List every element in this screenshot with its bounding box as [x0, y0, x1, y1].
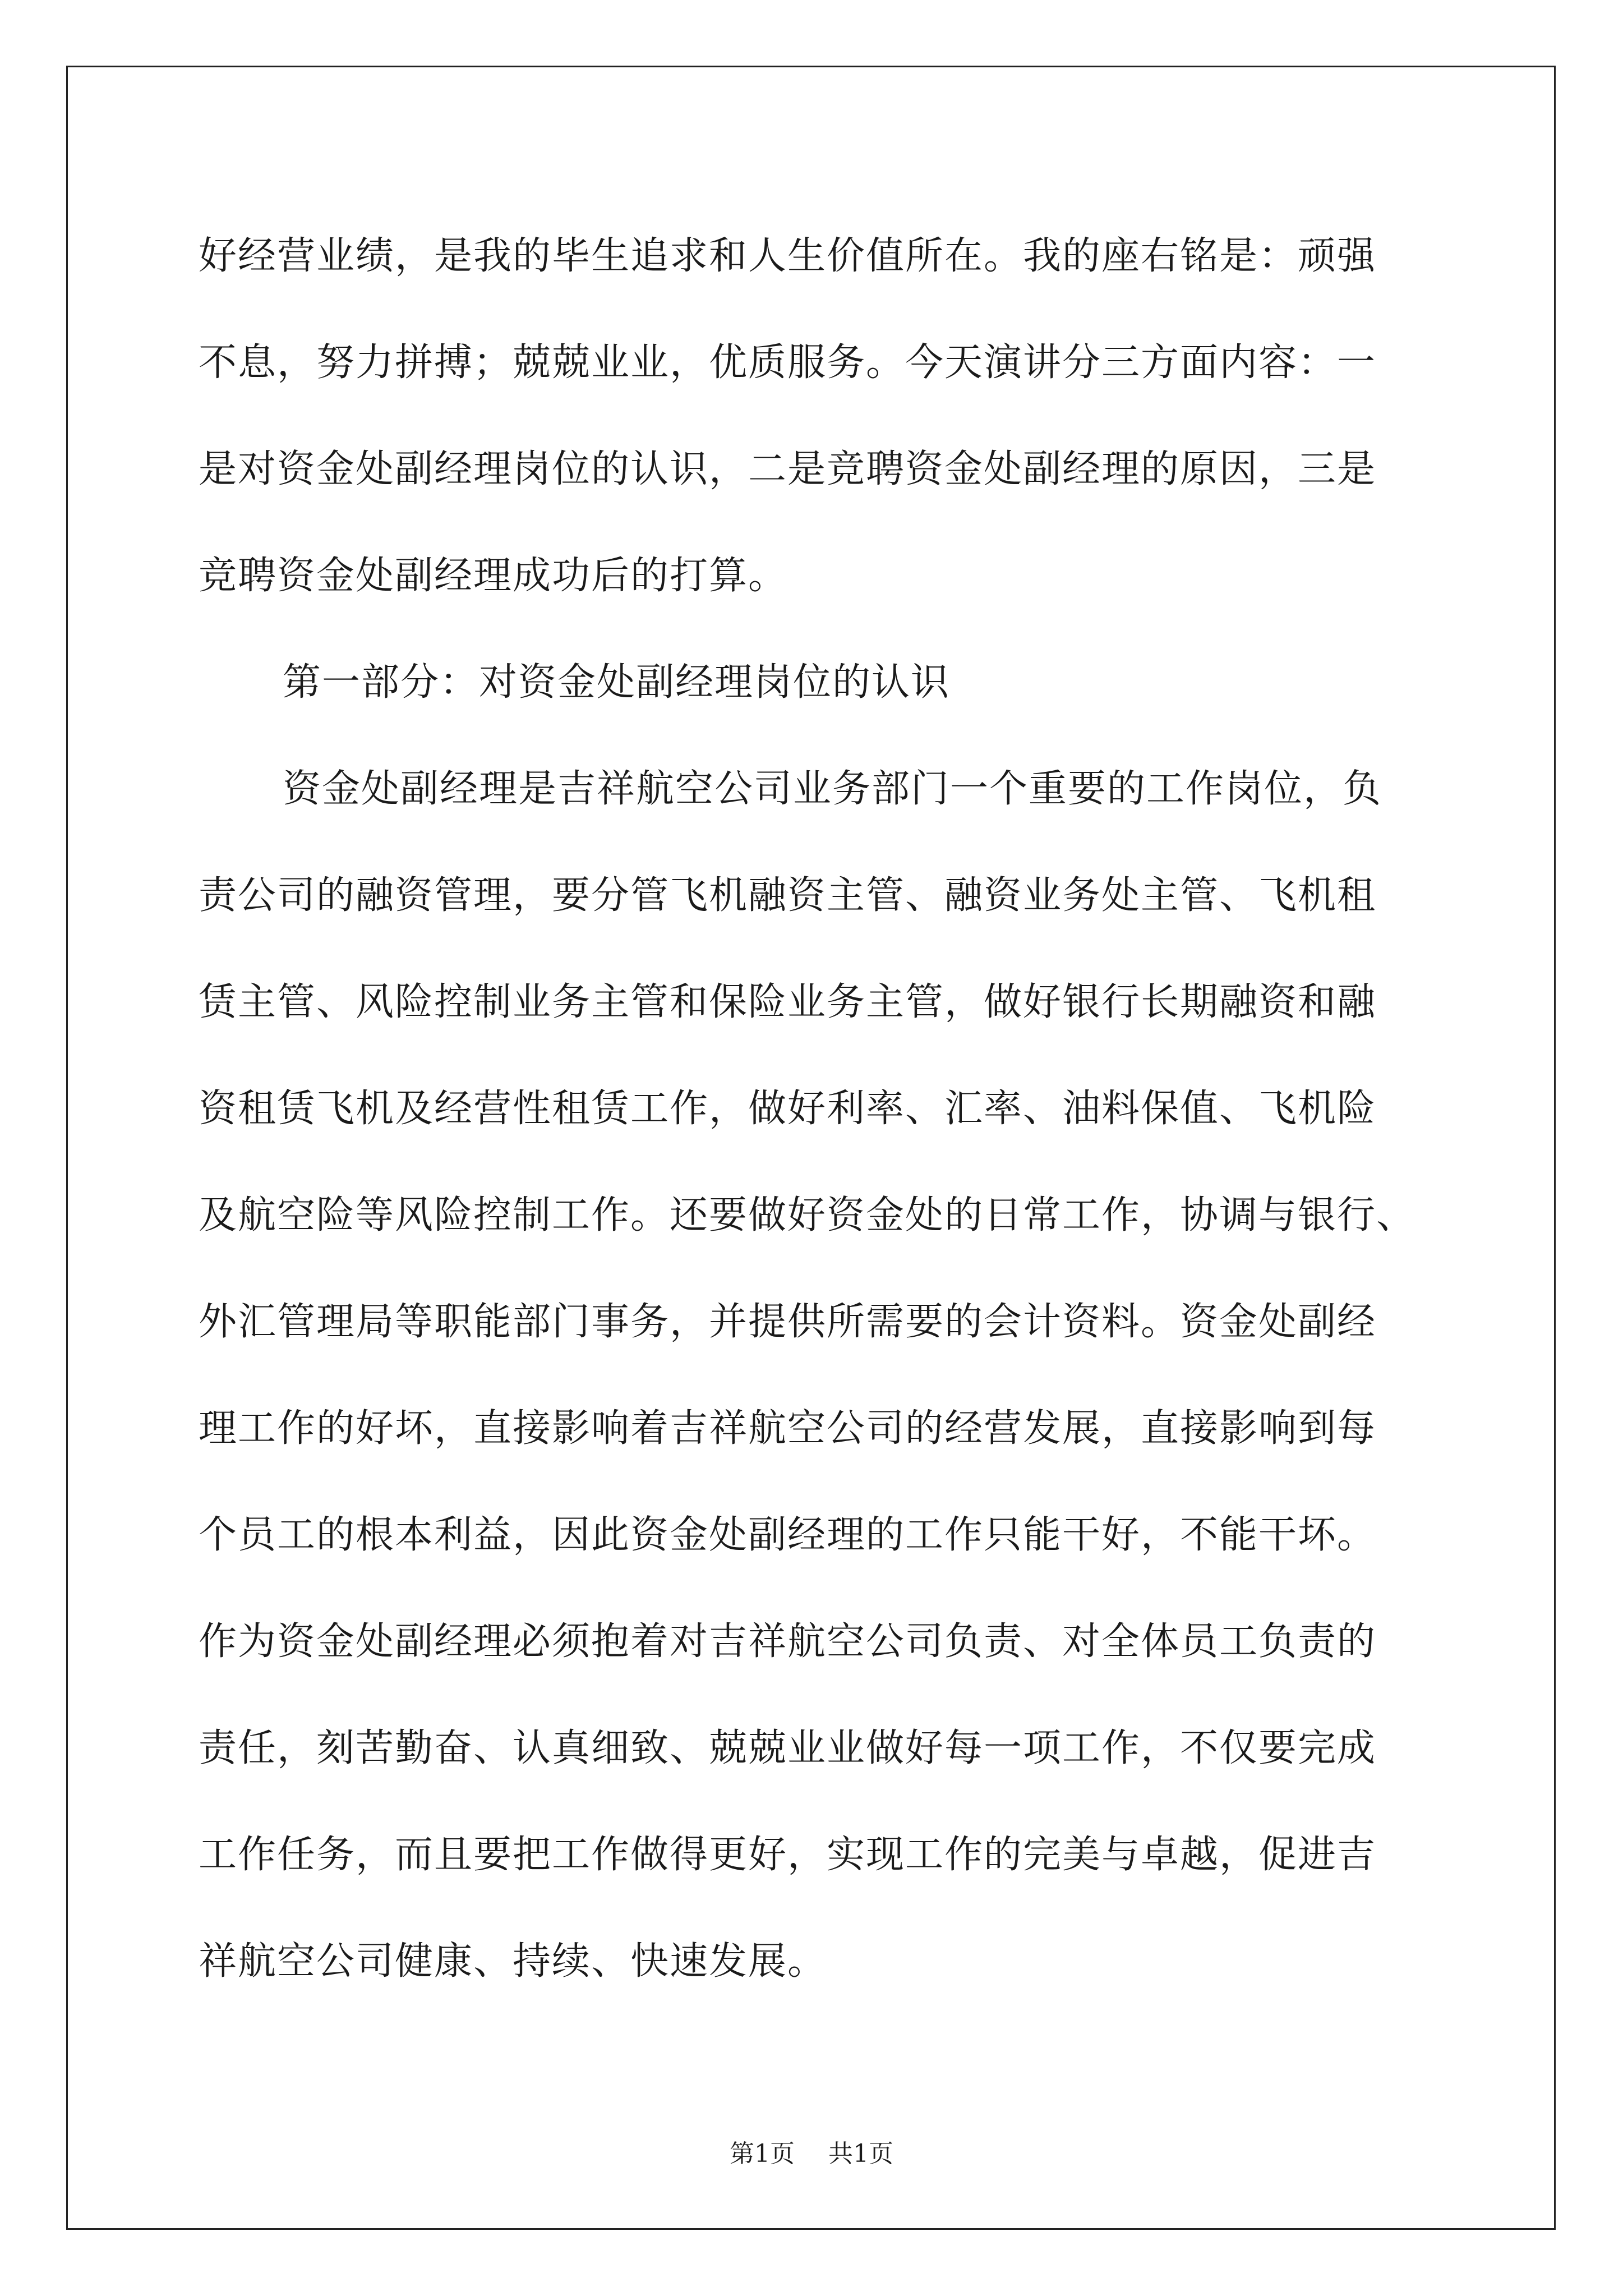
- page-number: 第1页: [730, 2139, 795, 2168]
- text-line: 及航空险等风险控制工作。还要做好资金处的日常工作，协调与银行、: [199, 1193, 1416, 1237]
- text-line: 理工作的好坏，直接影响着吉祥航空公司的经营发展，直接影响到每: [199, 1406, 1377, 1451]
- document-body: [199, 203, 1483, 2015]
- text-line: 赁主管、风险控制业务主管和保险业务主管，做好银行长期融资和融: [199, 980, 1377, 1024]
- text-line: 不息，努力拼搏；兢兢业业，优质服务。今天演讲分三方面内容：一: [199, 341, 1377, 385]
- text-line: 工作任务，而且要把工作做得更好，实现工作的完美与卓越，促进吉: [199, 1833, 1377, 1877]
- text-line: 竞聘资金处副经理成功后的打算。: [199, 554, 788, 598]
- text-line: 外汇管理局等职能部门事务，并提供所需要的会计资料。资金处副经: [199, 1300, 1377, 1344]
- text-line: 责公司的融资管理，要分管飞机融资主管、融资业务处主管、飞机租: [199, 873, 1377, 918]
- text-line: 是对资金处副经理岗位的认识，二是竞聘资金处副经理的原因，三是: [199, 447, 1377, 491]
- text-line: 祥航空公司健康、持续、快速发展。: [199, 1939, 827, 1984]
- text-line: 作为资金处副经理必须抱着对吉祥航空公司负责、对全体员工负责的: [199, 1619, 1377, 1664]
- text-line: 好经营业绩，是我的毕生追求和人生价值所在。我的座右铭是：顽强: [199, 234, 1377, 278]
- section-heading: 第一部分：对资金处副经理岗位的认识: [283, 660, 951, 705]
- text-line: 资租赁飞机及经营性租赁工作，做好利率、汇率、油料保值、飞机险: [199, 1087, 1377, 1131]
- text-line: 责任，刻苦勤奋、认真细致、兢兢业业做好每一项工作，不仅要完成: [199, 1726, 1377, 1770]
- text-line: 资金处副经理是吉祥航空公司业务部门一个重要的工作岗位，负: [283, 767, 1382, 811]
- page-total: 共1页: [828, 2139, 893, 2168]
- text-line: 个员工的根本利益，因此资金处副经理的工作只能干好，不能干坏。: [199, 1513, 1377, 1557]
- page-footer: [0, 2137, 1623, 2171]
